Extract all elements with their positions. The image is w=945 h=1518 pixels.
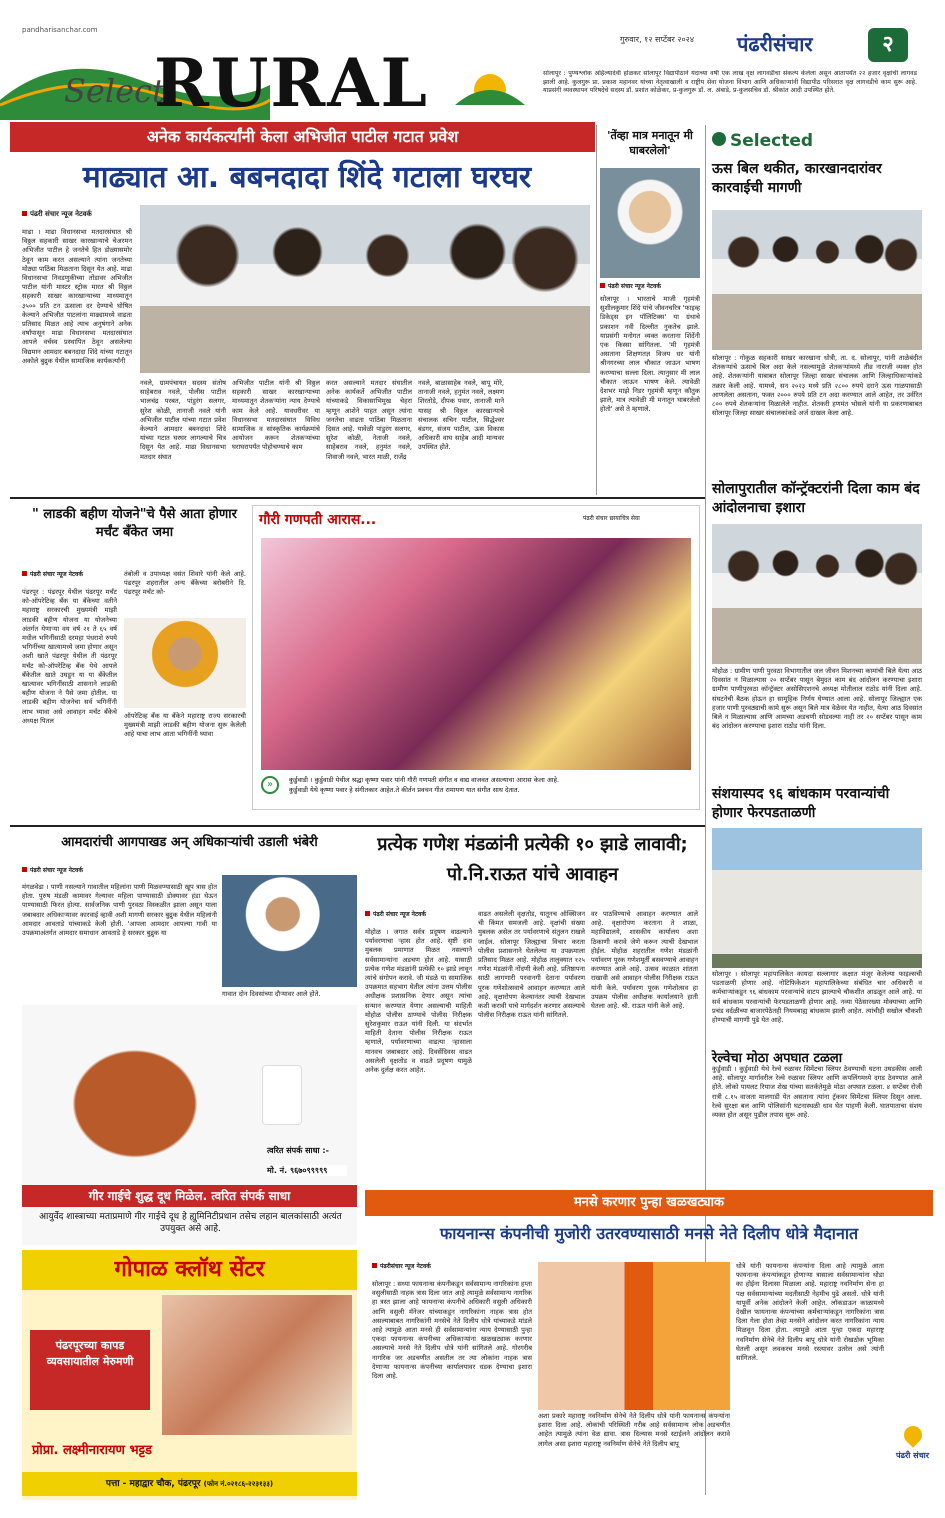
cow-image bbox=[30, 1013, 240, 1178]
mns-col3: धोत्रे यांनी फायनान्स कंपन्यांना दिला आहे त्यामुळे आता फायनान्स कंपन्यांकडून होणाऱ्या त्रासाला सर्वसामान्यांना थोडा का होईना दिलासा मिळाला आहे. महाराष्ट्र नवनिर्माण सेना हा पक्ष सर्वसामान्यांच्या मदतीसाठी नेहमीच पुढे असतो. धोत्रे यांनी यापूर्वी अनेक आंदोलने केली आहेत. लॉकडाऊन काळामध्ये देखील फायनान्स कंपन्यांच्या कर्मचाऱ्यांकडून नागरिकांना त्रास दिला गेला होता तेव्हा मनसेने आंदोलन करत नागरिकांना न्याय मिळवून दिला होता. त्यामुळे आता पुन्हा एकदा महाराष्ट्र नवनिर्माण सेनेचे नेते दिलीप बापू धोत्रे यांनी रोखठोक भूमिका घेतली असून लवकरच मनसे रस्त्यावर उतरेल असे त्यांनी सांगितले. bbox=[736, 1262, 884, 1363]
select-script: Select bbox=[64, 72, 165, 110]
footer-logo-text: पंढरी संचार bbox=[895, 1451, 929, 1460]
rail-body: कुर्डुवाडी । कुर्डुवाडी येथे रेल्वे रुळावर सिमेंटचा स्लिपर ठेवण्याची घटना उघडकीस आली आहे. सोलापूर मार्गावरील रेल्वे रुळावर स्लिपर आणि कपलिंगमध्ये दगड ठेवण्यात आले होते. लोको पायलट रियाज शेख यांच्या सतर्कतेमुळे मोठा अपघात टळला. ४ सप्टेंबर रोजी रात्री ८.१५ वाजता मालगाडी येत असताना त्यांना ट्रॅकवर सिमेंटचा स्लिपर दिसून आला. रेल्वे सुरक्षा बल आणि पोलिसांनी घटनास्थळी धाव घेत पाहणी केली. घातपाताचा संशय व्यक्त होत असून पुढील तपास सुरू आहे. bbox=[712, 1065, 922, 1120]
water-byline: पंढरी संचार न्यूज नेटवर्क bbox=[22, 866, 83, 874]
ladki-byline: पंढरी संचार न्यूज नेटवर्क bbox=[22, 570, 83, 578]
rail-headline: रेल्वेचा मोठा अपघात टळला bbox=[712, 1051, 843, 1066]
gauri-caption2: कुर्डुवाडी येथे कृष्णा पवार हे संगीतकार आहेत.ते कीर्तन प्रवचन गीत रामायण यात संगीत साथ देतात. bbox=[289, 786, 520, 794]
ganesh-col2: वाढत असलेली वृक्षतोड, यातूनच ऑक्सिजन ची किंमत समजली आहे. वृक्षांची संख्या मुबलक असेल तर पर्यावरणाचे संतुलन राखले जाईल. सोलापूर जिल्ह्याचा विचार करता पोलीस प्रशासनाने घेतलेल्या या उपक्रमाला प्रतिसाद मिळत आहे. मोहोळ तालुक्यात १२५ गणेश मंडळांनी नोंदणी केली आहे. प्रतिष्ठापना साठी लागणारी परवानगी देताना पर्यावरण पूरक गणेशोत्सवाचे आवाहन करण्यात आले आहे. वृक्षारोपण केल्यानंतर त्याची देखभाल कशी करावी याचे मार्गदर्शन करणार असल्याचे पोलीस निरीक्षक राऊत यांनी सांगितले. bbox=[478, 910, 585, 1020]
mns-kicker: मनसे करणार पुन्हा खळखट्याक bbox=[365, 1190, 933, 1216]
selected-label bbox=[712, 131, 813, 151]
shinde-byline: पंढरी संचार न्यूज नेटवर्क bbox=[600, 282, 661, 290]
gauri-box bbox=[252, 505, 700, 810]
cloth-address: पत्ता - महाद्वार चौक, पंढरपूर bbox=[105, 1479, 201, 1489]
mns-col2: अशा प्रकारे महाराष्ट्र नवनिर्माण सेनेचे नेते दिलीप धोत्रे यांनी फायनान्स कंपन्यांना इशारा दिला आहे. लोकांची परिस्थिती गरीब आहे सर्वसामान्य लोक अडचणीत आहेत त्यामुळे त्यांना वेळ द्यावा. त्रास दिल्यास मनसे स्टाईलने आंदोलन करावे लागेल असा इशारा महाराष्ट्र नवनिर्माण सेनेचे नेते दिलीप बापू bbox=[538, 1412, 730, 1448]
masthead bbox=[0, 0, 945, 120]
water-headline: आमदारांची आगपाखड अन् अधिकाऱ्यांची उडाली भंबेरी bbox=[61, 835, 318, 850]
main-col3: अभिजीत पाटील यांनी श्री विठ्ठल सहकारी साखर कारखान्याच्या माध्यमातून शेतकऱ्यांना न्याय देण्याचे काम केले आहे. यावधरीवर या विधानसभा मतदारसंघात विविध सामाजिक व सांस्कृतिक कार्यक्रमांचे आयोजन करून शेतकऱ्यांच्या घराघरापर्यंत पोहोचण्याचे काम bbox=[232, 379, 320, 452]
paper-name: पंढरीसंचार bbox=[737, 32, 813, 56]
divider bbox=[10, 497, 705, 499]
mns-headline: फायनान्स कंपनीची मुजोरी उतरवण्यासाठी मनसे नेते दिलीप धोत्रे मैदानात bbox=[439, 1224, 859, 1243]
ladki-col3: ऑपरेटिव्ह बँक या बँकेने महाराष्ट्र राज्य सरकारची मुख्यमंत्री माझी लाडकी बहीण योजना सुरू केलेली आहे याचा लाभ आता भगिनींनी घ्यावा bbox=[124, 712, 246, 739]
milk-phone[interactable]: मो. नं. ९६७०९९९९९ bbox=[267, 1165, 347, 1176]
main-col4: करत असल्याने मतदार संघातील अनेक कार्यकर्ते अभिजीत पाटील यांच्याकडे विकासाभिमुख चेहरा म्हणून आशेने पाहत असून त्यांना जनतेचा वाढता पाठिंबा मिळताना दिसत आहे. यावेळी पांडुरंग सलगर, सुरेश कोळी, नेताजी नवले, साहेबराव नवले, हनुमंत नवले, शिवाजी नवले, भारत माळी, राजेंद्र bbox=[326, 379, 412, 461]
divider bbox=[596, 125, 597, 495]
shinde-quote: 'तेंव्हा मात्र मनातून मी घाबरलेलो' bbox=[607, 129, 693, 157]
cloth-owner: प्रोप्रा. लक्ष्मीनारायण भट्टड bbox=[32, 1443, 152, 1458]
gauri-photo bbox=[261, 538, 691, 770]
cloth-tagline: पंढरपूरच्या कापड व्यवसायातील मेरुमणी bbox=[30, 1330, 150, 1410]
woman-photo bbox=[124, 618, 246, 708]
main-byline: पंढरी संचार न्यूज नेटवर्क bbox=[22, 210, 92, 219]
main-headline: माढ्यात आ. बबनदादा शिंदे गटाला घरघर bbox=[82, 160, 532, 195]
sun-graphic bbox=[455, 55, 525, 105]
selected-photo bbox=[712, 210, 922, 350]
gauri-title: गौरी गणपती आरास... bbox=[259, 512, 377, 528]
water-body: मंगळवेढा । पाणी नसल्याने गावातील महिलांना पाणी मिळवण्यासाठी खूप त्रास होत होता. पुरुष मंडळी कामावर गेल्यावर महिला पाण्यासाठी डोक्यावर हंडा घेऊन पाण्यासाठी फिरत होत्या. सार्वजनिक पाणी पुरवठा विस्कळीत झाला असून याला जबाबदार अधिकाऱ्यावर कारवाई व्हावी अशी मागणी सरकार बुद्रुक येथील महिलांनी आमदार आवताडे यांच्याकडे केली होती. 'आपला आमदार आपल्या गावी या उपक्रमाअंतर्गत आमदार समाधान आवताडे हे सरकार बुद्रुक या bbox=[22, 883, 217, 938]
permissions-body: सोलापूर । सोलापूर महापालिकेत कायदा सल्लागार कक्षात मंजूर केलेल्या फाइल्सची पडताळणी होणार आहे. नोटिफिकेशन महापालिकेच्या संबंधित चार अधिकारी व कर्मचाऱ्यांकडून ९६ बांधकाम परवान्यांचे वाटप झाल्याचे चौकशीत आढळून आले आहे. या सर्व बांधकाम परवान्यांची फेरपडताळणी होणार आहे. नव्या पेठेसारख्या मोक्याच्या आणि प्रचंड वर्दळीच्या बाजारपेठेतही नियमबाह्य बांधकाम झाली आहेत. त्यांचीही सखोल चौकशी होण्याची मागणी पुढे येत आहे. bbox=[712, 970, 922, 1025]
divider bbox=[10, 825, 705, 827]
cloth-ad bbox=[22, 1250, 357, 1500]
ganesh-byline: पंढरी संचार न्यूज नेटवर्क bbox=[365, 910, 426, 918]
gauri-credit: पंढरी संचार छायाचित्र सेवा bbox=[583, 515, 640, 522]
milk-glass-icon bbox=[262, 1065, 302, 1125]
rural-title: RURAL bbox=[154, 44, 429, 122]
ganesh-col3: वर पाठविण्याचे आवाहन करण्यात आले आहे. वृक्षारोपण करताना ते शाळा, महाविद्यालये, शासकीय कार्यालय अशा ठिकाणी करावे जेणे करून त्याची देखभाल होईल. मोहोळ शहरातील गणेश मंडळांनी पर्यावरण पूरक गणेशमूर्ती बसवण्याचे आवाहन करण्यात आले आहे. उत्सव काळात शांतता राखावी असे आवाहन पोलीस निरीक्षक राऊत यांनी केले. पर्यावरण पूरक गणेशोत्सव हा उपक्रम पोलीस अधीक्षक कार्यालयाने हाती घेतला आहे. श्री. राऊत यांनी केले आहे. bbox=[591, 910, 698, 1011]
shinde-body: सोलापूर । भारताचे माजी गृहमंत्री सुशीलकुमार शिंदे यांचे जीवनचरित्र 'फाइव्ह डिकेड्स इन पॉलिटिक्स' या ग्रंथाचे प्रकाशन नवी दिल्लीत नुकतेच झाले. याप्रसंगी मनोगत व्यक्त करताना शिंदेंनी एक किस्सा सांगितला. 'मी गृहमंत्री असताना शिक्षणतज्ञ विजय धर यांनी श्रीनगरच्या लाल चौकात जाऊन भाषण करण्याचा सल्ला दिला. त्यानुसार मी लाल चौकात जाऊन भाषण केले. त्यावेळी देशभर माझे निडर गृहमंत्री म्हणून कौतुक झाले, मात्र त्यावेळी मी मनातून घाबरलेलो होतो' असे ते म्हणाले. bbox=[600, 295, 700, 414]
mns-col1: सोलापूर : सध्या फायनान्स कंपनीकडून सर्वसामान्य नागरिकांना हप्ता वसुलीसाठी नाहक त्रास दिला जात आहे त्यामुळे सर्वसामान्य नागरिक हा त्रस्त झाला आहे फायनान्स कंपनीचे अधिकारी वसुली अधिकारी आणि वसुली मॅनेजर यांच्याकडून नागरिकांना नाहक त्रास होत असल्याबाबत नागरिकांनी मनसेचे नेते दिलीप धोत्रे यांच्याकडे मांडले आहे त्यामुळे आता मनसे ही सर्वसामान्यांना न्याय देण्यासाठी पुन्हा एकदा फायनान्स कंपनीच्या अधिकाऱ्यांना खळखट्याक करणार असल्याचे मनसे नेते दिलीप धोत्रे यांनी सांगितले आहे. गोरगरीब नागरिक जर अडचणीत असतील तर त्या लोकांना नाहक त्रास देणाऱ्या फायनान्स कंपनीच्या कार्यालयावर धडक देण्याचा इशारा दिला आहे. bbox=[372, 1280, 532, 1381]
milk-ad bbox=[22, 1005, 357, 1245]
ganesh-headline: प्रत्येक गणेश मंडळांनी प्रत्येकी १० झाडे लावावी; पो.नि.राऊत यांचे आवाहन bbox=[377, 834, 688, 885]
cloth-title: गोपाळ क्लॉथ सेंटर bbox=[22, 1250, 357, 1290]
top-news: सोलापूर : पुण्यश्लोक अहिल्यादेवी होळकर सोलापूर विद्यापीठाने यंदाच्या वर्षी एक लाख वृक्ष लागवडीचा संकल्प केलेला असून आतापर्यंत २२ हजार वृक्षांची लागवड झाली आहे. कुलगुरू प्रा. प्रकाश महानवर यांच्या नेतृत्वाखाली व राष्ट्रीय सेवा योजना विभाग आणि अधिकाऱ्यांनी विद्यापीठ परिसरात वृक्ष लागवडीचे काम सुरू आहे. याप्रसंगी व्यवस्थापन परिषदेचे सदस्य डॉ. प्रशांत कोळेकर, प्र-कुलगुरू डॉ. ल. अंबाडे, प्र-कुलसचिव डॉ. श्रीकांत आदी उपस्थित होते. bbox=[543, 70, 917, 95]
main-col1: माढा । माढा विधानसभा मतदारसंघात श्री विठ्ठल सहकारी साखर कारखान्याचे चेअरमन अभिजीत पाटील हे जनतेचे हित डोळ्यासमोर ठेवून काम करत असल्याने त्यांना जनतेच्या मोठ्या पाठिंबा मिळताना दिसून येत आहे. माढा विधानसभा निवडणुकीच्या तोंडावर अभिजीत पाटील यांनी मास्टर स्ट्रोक मारत श्री विठ्ठल सहकारी साखर कारखान्याच्या माध्यमातून ३५०० प्रति टन ऊसाला दर देण्याचे घोषित केल्याने अभिजीत पाटलांना माढ्यामध्ये वाढता प्रतिसाद मिळत आहे त्याच अनुषंगाने अनेक वर्षांपासून माढा विधानसभा मतदारसंघात आपले वर्चस्व प्रस्थापित ठेवून असलेल्या विद्यमान आमदार बबनदादा शिंदे यांच्या गटातून अकोले बुद्रुक येथील सामाजिक कार्यकर्त्यांनी bbox=[22, 228, 132, 365]
main-kicker: अनेक कार्यकर्त्यांनी केला अभिजीत पाटील गटात प्रवेश bbox=[10, 122, 595, 152]
gauri-caption1: कुर्डुवाडी । कुर्डुवाडी येथील श्रद्धा कृष्णा पवार यांनी गौरी गणपती संगीत व वाद्य वाजवत असल्याचा आरास केला आहे. bbox=[289, 776, 560, 784]
building-photo bbox=[712, 828, 922, 968]
milk-banner: गीर गाईचे शुद्ध दूध मिळेल. त्वरित संपर्क साधा bbox=[22, 1185, 357, 1207]
mns-photo bbox=[538, 1262, 730, 1410]
page-number: २ bbox=[868, 28, 908, 62]
mla-photo bbox=[222, 875, 357, 987]
arrow-icon: » bbox=[261, 776, 279, 794]
water-body2: गावात दोन दिवसांच्या दौऱ्यावर आले होते. bbox=[222, 990, 321, 998]
shinde-photo bbox=[600, 168, 700, 278]
main-col2: नवले, ग्रामपंचायत सदस्य संतोष साहेबराव नवले, पोलीस पाटील भालचंद्र परबत, पांडुरंग सलगर, सुरेश कोळी, तानाजी नवले यांनी अभिजीत पाटील यांच्या गटात प्रवेश केल्याने आमदार बबनदादा शिंदे यांच्या गटात घरघर लागल्याचे चित्र दिसून येत आहे. माढा विधानसभा मतदार संघात bbox=[140, 379, 226, 461]
selected-text: Selected bbox=[730, 131, 814, 151]
milk-note: आयुर्वेद शास्त्राच्या मताप्रमाणे गीर गाईचे दूध हे ह्युमिनिटीप्रधान तसेच लहान बालकांसाठी अत्यंत उपयुक्त असे आहे. bbox=[39, 1212, 342, 1234]
ladki-col2: तंबोली व उपाध्यक्ष वसंत शिवारे यांनी केले आहे. पंढरपूर शहरातील अन्य बँकेच्या बरोबरीने दि. पंढरपूर मर्चंट को- bbox=[124, 570, 246, 597]
selected-icon bbox=[712, 132, 726, 146]
contractor-body: मोहोळ : ग्रामीण पाणी पुरवठा विभागातील जल जीवन मिशनच्या कामांची बिले येत्या आठ दिवसांत न मिळाल्यास २० सप्टेंबर पासून बेमुदत काम बंद आंदोलन करण्याचा इशारा ग्रामीण पाणीपुरवठा कॉन्ट्रॅक्टर असोसिएशनचे अध्यक्ष मोतीलाल राठोड यांनी दिला आहे. संघटनेची बैठक होऊन हा सामूहिक निर्णय घेण्यात आला आहे. सोलापूर जिल्ह्यात एक हजार पाणी पुरवठ्याची कामे सुरू असून बिले मात्र वेळेवर येत नाहीत, येत्या आठ दिवसांत बिले न मिळाल्यास आणि आमच्या अडचणी सोडवल्या नाही तर २० सप्टेंबर पासून काम बंद आंदोलन करण्याचा इशारा राठोड यांनी दिला. bbox=[712, 667, 922, 731]
selected-headline: ऊस बिल थकीत, कारखानदारांवर कारवाईची मागणी bbox=[712, 161, 882, 196]
issue-date: गुरुवार, १२ सप्टेंबर २०२४ bbox=[620, 35, 694, 44]
ladki-col1: पंढरपूर : पंढरपूर येथील पंढरपूर मर्चंट को-ऑपरेटिव्ह बँक या बँकेच्या वतीने महाराष्ट्र सरकारची मुख्यमंत्री माझी लाडकी बहीण योजना या योजनेच्या अंतर्गत येणाऱ्या वय वर्ष २१ ते ६५ वर्ष मधील भगिनींसाठी दरमहा पंधराशे रुपये भगिनींच्या खात्यामध्ये जमा होणार असून अशी खाते पंढरपूर येथील ती पंढरपूर मर्चंट को-ऑपरेटिव्ह बँक येथे आपले बँकेतील खाते उघडून या या बँकेतील खात्यावर भगिनींसाठी शासनाने लाडकी बहीण योजना ने पैसे जमा होतील. या लाडकी बहीण योजनेचा सर्व भगिनींनी लाभ घ्यावा असे आवाहन मर्चंट बँकेचे अध्यक्ष पितल bbox=[22, 588, 117, 725]
main-col5: नवले, बाळासाहेब नवले, बापू मोरे, तानाजी नवले, हनुमंत नवले, लक्ष्मण शिरतोडे, दीपक पवार, तानाजी माने यासह श्री विठ्ठल कारखान्याचे संचालक सचिन पाटील, सिद्धेश्वर बंडगर, संजय पाटील, ऊस विकास अधिकारी वाघ साहेब आदी मान्यवर उपस्थित होते. bbox=[418, 379, 504, 452]
cloth-phone[interactable]: (फोन नं.०२१८६-२२३१३३) bbox=[203, 1480, 274, 1488]
mns-byline: पंढरीसंचार न्यूज नेटवर्क bbox=[372, 1262, 431, 1270]
permissions-headline: संशयास्पद ९६ बांधकाम परवान्यांची होणार फेरपडताळणी bbox=[712, 786, 890, 821]
ganesh-col1: मोहोळ । जगात सर्वत्र प्रदूषण वाढल्याने पर्यावरणाचा ऱ्हास होत आहे. सृष्टी हवा मुबलक प्रमाणात मिळत नसल्याने सर्वसामान्यांना अडचण होत आहे. यासाठी प्रत्येक गणेश मंडळांनी प्रत्येकी १० झाडे लावून त्यांचे संगोपन करावे. जी मंडळे या सामाजिक उपक्रमात सहभाग घेतील त्यांना उत्तम पोलीस अधीक्षक प्रशासनिक देणार असून त्यांचा सन्मान करण्यात येणार असल्याची माहिती मोहोळ पोलीस ठाण्याचे पोलीस निरीक्षक सुरेशकुमार राऊत यांनी दिली. या संदर्भात माहिती देताना पोलीस निरीक्षक राऊत म्हणाले, पर्यावरणाच्या वाढत्या ऱ्हासाला मानवच जबाबदार आहे. दिवसेंदिवस वाढत असलेली वृक्षतोड व वाढते प्रदूषण यामुळे अनेक दुर्लक्ष करत आहेत. bbox=[365, 928, 472, 1075]
footer-logo bbox=[890, 1420, 935, 1500]
site-url[interactable]: pandharisanchar.com bbox=[22, 26, 98, 34]
pin-icon bbox=[900, 1422, 925, 1447]
milk-contact-label: त्वरित संपर्क साधा :- bbox=[267, 1146, 329, 1155]
cloth-address-bar bbox=[22, 1472, 357, 1496]
main-photo bbox=[140, 205, 590, 373]
selected-body: सोलापूर : गोकुळ सहकारी साखर कारखाना धोत्री, ता. द. सोलापूर, यांनी ताळेबंदीत शेतकऱ्यांचे ऊसाचे बिल अदा केले नसल्यामुळे शेतकऱ्यांमध्ये तीव्र नाराजी व्यक्त होत आहे. शेतकऱ्यांनी याबाबत सोलापूर जिल्हा साखर संचालक आणि जिल्हाधिकाऱ्यांकडे तक्रार केली आहे. यामध्ये, सन २०२३ मध्ये प्रति २८०० रुपये दराने ऊस गाळपासाठी आणलेला असताना, फक्त २००० रुपये प्रति टन अदा करण्यात आले आहेत, तर उर्वरित ८०० रुपये शेतकऱ्यांना मिळालेले नाहीत. शेतकरी हणमंत भोसले यांनी या प्रकरणाबाबत सोलापूर जिल्हा साखर संचालकांकडे अर्ज दाखल केला आहे. bbox=[712, 354, 922, 418]
shoppers-image bbox=[162, 1295, 352, 1435]
ladki-headline: " लाडकी बहीण योजने"चे पैसे आता होणार मर्चंट बँकेत जमा bbox=[32, 507, 237, 540]
contractor-headline: सोलापुरातील कॉन्ट्रॅक्टरांनी दिला काम बंद आंदोलनाचा इशारा bbox=[712, 481, 920, 516]
contractor-photo bbox=[712, 524, 922, 664]
